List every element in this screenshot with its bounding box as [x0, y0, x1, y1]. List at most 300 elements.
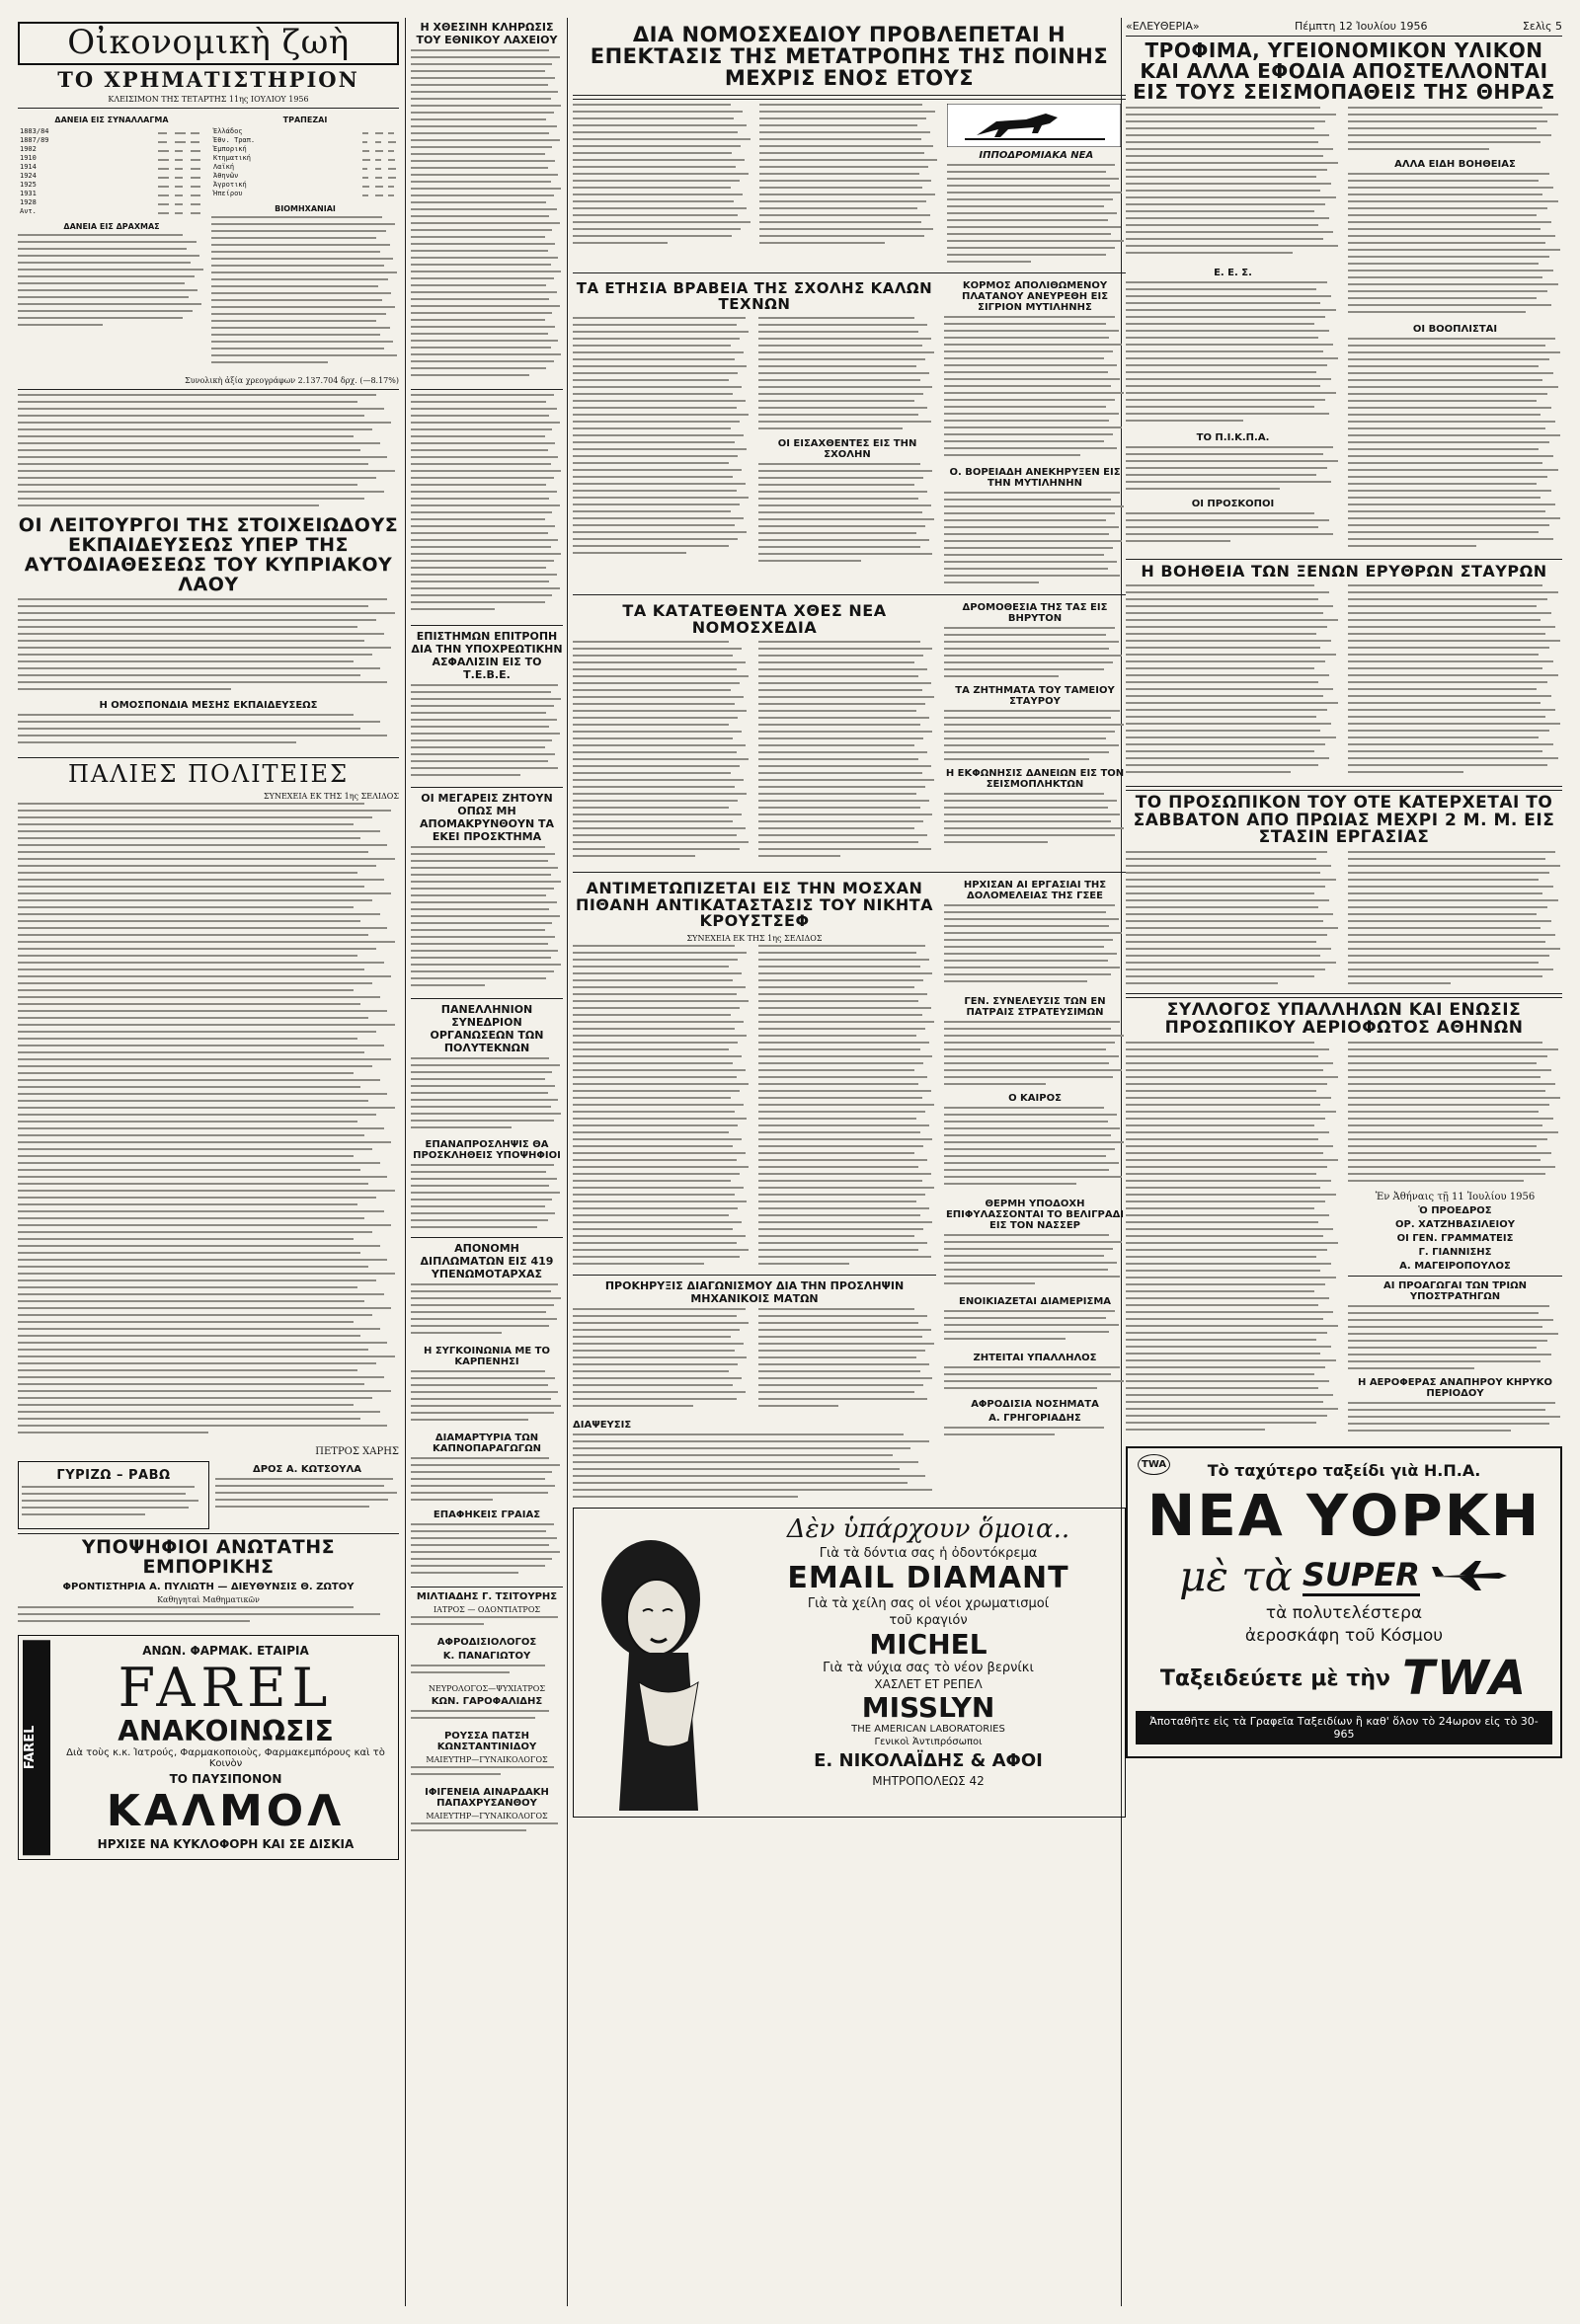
text-line [22, 1493, 186, 1495]
text-line [573, 807, 729, 809]
aid-head: ΑΛΛΑ ΕΙΔΗ ΒΟΗΘΕΙΑΣ [1394, 159, 1516, 170]
text-line [18, 324, 103, 326]
text-line [758, 1263, 849, 1265]
text-line [1126, 127, 1314, 129]
text-line [573, 1118, 747, 1120]
text-line [1126, 892, 1314, 894]
text-line [1348, 1340, 1547, 1342]
text-line [1348, 400, 1537, 402]
text-line [573, 744, 746, 746]
text-line [759, 200, 926, 202]
doctor-1-spec: ΙΑΤΡΟΣ — ΟΔΟΝΤΙΑΤΡΟΣ [433, 1605, 541, 1614]
text-line [758, 1138, 932, 1140]
text-line [573, 1398, 737, 1400]
text-line [573, 434, 744, 436]
text-line [759, 138, 920, 140]
text-line [211, 292, 391, 294]
text-line [573, 1055, 742, 1057]
column-divider [567, 18, 568, 2306]
row-label: 1902 [20, 145, 37, 154]
text-line [411, 532, 548, 534]
text-line [18, 837, 360, 839]
headline-thera-aid: ΤΡΟΦΙΜΑ, ΥΓΕΙΟΝΟΜΙΚΟΝ ΥΛΙΚΟΝ ΚΑΙ ΑΛΛΑ ΕΦΟΔΙΑ ΑΠΟΣΤΕΛΛΟΝΤΑΙ ΕΙΣ ΤΟΥΣ ΣΕΙΣΜΟΠΑΘΕΙΣ ΤΗΣ ΘΗΡΑΣ [1133, 39, 1555, 104]
text-lines [944, 1366, 1126, 1396]
text-line [411, 1283, 558, 1285]
text-line [18, 1252, 360, 1254]
text-line [18, 934, 368, 936]
row-label: Ἠπείρου [213, 190, 243, 198]
text-line [18, 1107, 395, 1109]
table-row [18, 198, 205, 207]
text-line [1126, 1242, 1338, 1244]
text-line [411, 587, 560, 589]
text-lines [944, 904, 1126, 993]
text-line [18, 667, 380, 669]
text-line [411, 1332, 502, 1334]
doctor-3-name: ΚΩΝ. ΓΑΡΟΦΑΛΙΔΗΣ [431, 1696, 543, 1707]
text-line [411, 553, 561, 555]
text-line [211, 341, 393, 343]
text-line [573, 427, 731, 429]
text-line [18, 1238, 354, 1240]
text-line [1126, 1283, 1325, 1285]
text-line [758, 1405, 838, 1407]
text-line [944, 433, 1113, 435]
brief-head-2: Η ΕΚΦΩΝΗΣΙΣ ΔΑΝΕΙΩΝ ΕΙΣ ΤΟΝ ΣΕΙΣΜΟΠΛΗΚΤΩΝ [945, 768, 1125, 791]
text-line [944, 1380, 1124, 1382]
text-line [944, 581, 1039, 583]
text-line [411, 705, 554, 707]
table-row [211, 190, 399, 198]
column-divider [405, 18, 406, 2306]
text-line [1126, 378, 1331, 380]
row-value-placeholder [173, 198, 190, 207]
text-line [18, 1349, 368, 1351]
brief-head-4: ΓΕΝ. ΣΥΝΕΛΕΥΣΙΣ ΤΩΝ ΕΝ ΠΑΤΡΑΙΣ ΣΤΡΑΤΕΥΣΙΜΩΝ [964, 995, 1106, 1018]
row-value-placeholder [360, 172, 373, 181]
text-line [411, 1665, 545, 1666]
text-line [215, 1492, 397, 1494]
text-line [1348, 899, 1558, 901]
text-line [18, 1369, 357, 1371]
text-line [411, 1325, 549, 1327]
text-line [411, 739, 552, 741]
text-line [573, 1104, 744, 1106]
text-lines [573, 1433, 936, 1503]
text-line [944, 385, 1111, 387]
text-line [573, 180, 740, 182]
text-lines [1348, 584, 1562, 782]
text-line [1126, 350, 1323, 352]
text-line [573, 1145, 733, 1147]
text-line [411, 719, 557, 721]
text-line [411, 901, 557, 903]
text-line [1126, 1214, 1329, 1216]
text-line [1126, 1422, 1316, 1424]
text-line [759, 159, 937, 161]
row-value-placeholder [360, 145, 373, 154]
text-line [944, 1148, 1115, 1150]
text-line [947, 171, 1106, 173]
text-line [1348, 1055, 1547, 1057]
text-line [944, 316, 1115, 318]
text-lines [18, 803, 399, 1444]
text-line [758, 1062, 923, 1064]
text-line [573, 1315, 737, 1317]
text-line [211, 271, 397, 273]
ad-twa [1126, 1446, 1562, 1758]
text-line [944, 1141, 1124, 1143]
text-line [1126, 1145, 1333, 1147]
text-line [1126, 1263, 1331, 1265]
text-line [411, 1377, 555, 1379]
text-line [758, 689, 922, 691]
text-line [411, 1623, 484, 1625]
text-line [573, 386, 742, 388]
text-line [758, 1384, 923, 1386]
text-line [944, 904, 1115, 906]
text-line [758, 1152, 914, 1154]
brief-head-0: ΔΡΟΜΟΘΕΣΙΑ ΤΗΣ ΤΑΣ ΕΙΣ ΒΗΡΥΤΟΝ [962, 602, 1108, 625]
text-line [411, 132, 549, 134]
masthead-date: Πέμπτη 12 Ἰουλίου 1956 [1295, 20, 1428, 33]
text-line [573, 1356, 747, 1358]
serial-author: ΠΕΤΡΟΣ ΧΑΡΗΣ [315, 1445, 399, 1457]
text-line [18, 989, 354, 991]
text-line [1348, 256, 1549, 258]
text-line [1126, 757, 1329, 759]
text-line [758, 539, 929, 541]
text-line [758, 724, 920, 726]
text-line [573, 104, 731, 106]
text-line [411, 118, 546, 120]
text-line [1348, 771, 1463, 773]
text-line [758, 841, 918, 843]
row-value-placeholder [360, 181, 373, 190]
text-line [1126, 238, 1323, 240]
text-line [1126, 681, 1318, 683]
text-line [573, 124, 747, 126]
text-line [758, 655, 923, 657]
text-line [758, 675, 918, 677]
text-line [1126, 134, 1329, 136]
text-line [18, 674, 360, 676]
text-line [947, 212, 1117, 214]
text-line [944, 918, 1119, 920]
text-line [944, 371, 1108, 373]
text-line [1126, 309, 1336, 311]
twa-city: ΝΕΑ ΥΟΡΚΗ [1146, 1482, 1541, 1550]
text-line [411, 312, 552, 314]
row-value-placeholder [156, 198, 173, 207]
text-line [573, 758, 749, 760]
doctor-1-name: ΜΙΛΤΙΑΔΗΣ Γ. ΤΣΙΤΟΥΡΗΣ [416, 1591, 558, 1602]
text-line [411, 1219, 548, 1221]
text-line [1348, 1048, 1558, 1050]
text-line [758, 1377, 932, 1379]
text-line [1126, 626, 1327, 628]
text-line [758, 793, 916, 795]
text-line [573, 1194, 735, 1196]
text-line [758, 779, 934, 781]
text-line [1126, 288, 1316, 290]
text-line [573, 1235, 746, 1237]
text-line [1348, 730, 1549, 732]
text-line [758, 1329, 931, 1331]
text-line [1126, 913, 1333, 915]
competition-head: ΠΡΟΚΗΡΥΞΙΣ ΔΙΑΓΩΝΙΣΜΟΥ ΔΙΑ ΤΗΝ ΠΡΟΣΛΗΨΙΝ ΜΗΧΑΝΙΚΟΙΣ ΜΑΤΩΝ [604, 1279, 905, 1306]
text-line [1126, 975, 1314, 977]
text-line [411, 1071, 552, 1073]
text-line [18, 619, 376, 621]
farel-vertical-logo: FAREL [23, 1640, 50, 1855]
text-line [1348, 1326, 1542, 1328]
text-line [1348, 517, 1560, 519]
text-line [1348, 242, 1545, 244]
headline-lottery: Η ΧΘΕΣΙΝΗ ΚΛΗΡΩΣΙΣ ΤΟΥ ΕΘΝΙΚΟΥ ΛΑΧΕΙΟΥ [416, 21, 558, 46]
text-line [944, 1387, 1097, 1389]
text-line [18, 470, 395, 472]
text-line [1126, 743, 1325, 745]
text-line [411, 298, 549, 300]
text-line [573, 1221, 742, 1223]
text-line [758, 1350, 925, 1352]
text-line [573, 200, 734, 202]
text-line [18, 927, 387, 929]
text-line [18, 660, 354, 662]
twa-desc-2: ἀεροσκάφη τοῦ Κόσμου [1244, 1625, 1444, 1646]
text-line [944, 323, 1106, 325]
text-line [1348, 1312, 1539, 1314]
loans-drachma-head: ΔΑΝΕΙΑ ΕΙΣ ΔΡΑΧΜΑΣ [63, 221, 160, 231]
text-line [573, 138, 750, 140]
text-line [944, 337, 1109, 339]
text-line [759, 104, 922, 106]
table-row [211, 145, 399, 154]
text-line [944, 350, 1113, 352]
text-line [18, 1058, 391, 1060]
text-line [18, 1024, 395, 1026]
text-line [573, 531, 747, 533]
headline-tobacco: ΔΙΑΜΑΡΤΥΡΙΑ ΤΩΝ ΚΑΠΝΟΠΑΡΑΓΩΓΩΝ [432, 1433, 542, 1454]
text-line [18, 721, 380, 723]
row-value-placeholder [360, 190, 373, 198]
text-line [1126, 519, 1329, 521]
text-line [573, 1489, 932, 1491]
text-line [411, 347, 551, 349]
text-line [944, 1427, 1104, 1429]
text-line [944, 1114, 1117, 1116]
text-line [944, 960, 1108, 962]
text-line [18, 422, 391, 424]
text-line [759, 221, 920, 223]
row-label: Ἀγροτική [213, 181, 247, 190]
text-line [1348, 524, 1549, 526]
text-line [1348, 975, 1542, 977]
text-line [573, 1329, 740, 1331]
text-line [947, 192, 1123, 194]
text-line [411, 201, 546, 203]
text-lines [758, 641, 936, 868]
text-line [1126, 968, 1325, 970]
row-value-placeholder [360, 154, 373, 163]
text-lines [411, 1665, 563, 1682]
text-line [411, 435, 545, 437]
text-line [758, 848, 931, 850]
text-line [1126, 1118, 1325, 1120]
text-line [944, 1076, 1113, 1078]
text-line [944, 499, 1111, 501]
text-line [573, 235, 732, 237]
text-line [18, 477, 376, 479]
text-line [1348, 127, 1537, 129]
text-line [759, 131, 929, 133]
text-line [1348, 497, 1540, 499]
text-line [411, 1078, 545, 1080]
fossil-head: ΚΟΡΜΟΣ ΑΠΟΛΙΘΩΜΕΝΟΥ ΠΛΑΤΑΝΟΥ ΑΝΕΥΡΕΘΗ ΕΙΣ ΣΙΓΡΙΟΝ ΜΥΤΙΛΗΝΗΣ [961, 280, 1109, 314]
text-line [758, 1235, 914, 1237]
text-line [1126, 488, 1280, 490]
text-line [944, 399, 1115, 401]
text-line [758, 966, 920, 968]
text-line [411, 139, 560, 141]
text-lines [18, 714, 399, 753]
text-line [944, 519, 1106, 521]
text-line [411, 608, 495, 610]
text-line [1126, 927, 1338, 929]
text-line [18, 1273, 395, 1275]
text-line [211, 334, 380, 336]
text-line [1126, 1290, 1314, 1292]
text-line [411, 236, 545, 238]
text-line [947, 164, 1115, 166]
text-line [18, 851, 368, 853]
row-value-placeholder [386, 172, 399, 181]
doctor-3-spec: ΝΕΥΡΟΛΟΓΟΣ—ΨΥΧΙΑΤΡΟΣ [428, 1684, 546, 1693]
text-line [944, 1255, 1104, 1257]
text-line [573, 242, 668, 244]
text-line [18, 1169, 360, 1171]
text-line [1126, 605, 1333, 607]
sig-chair-name: ΟΡ. ΧΑΤΖΗΒΑΣΙΛΕΙΟΥ [1395, 1219, 1515, 1231]
row-value-placeholder [173, 190, 190, 198]
text-line [1348, 920, 1551, 922]
text-line [1348, 681, 1547, 683]
text-lines [1126, 446, 1340, 496]
text-line [1126, 1346, 1331, 1348]
text-line [573, 1405, 693, 1407]
row-value-placeholder [373, 181, 386, 190]
text-line [18, 1010, 387, 1012]
text-line [573, 379, 729, 381]
text-line [1348, 351, 1560, 353]
text-line [411, 264, 551, 266]
text-line [1348, 1076, 1540, 1078]
text-lines [944, 793, 1126, 852]
text-line [944, 492, 1120, 494]
text-line [411, 1485, 555, 1487]
text-line [573, 1180, 731, 1182]
text-line [573, 648, 742, 650]
denial-head: ΔΙΑΨΕΥΣΙΣ [573, 1420, 632, 1432]
row-value-placeholder [373, 172, 386, 181]
text-line [18, 401, 357, 403]
text-line [944, 378, 1120, 380]
text-line [411, 1717, 535, 1719]
promotions-head: ΑΙ ΠΡΟΑΓΩΓΑΙ ΤΩΝ ΤΡΙΩΝ ΥΠΟΣΤΡΑΤΗΓΩΝ [1383, 1280, 1527, 1303]
text-line [1126, 1332, 1327, 1334]
text-line [573, 497, 749, 499]
text-line [944, 807, 1108, 809]
text-line [1348, 221, 1551, 223]
text-line [947, 185, 1110, 187]
text-line [1126, 176, 1316, 178]
text-line [573, 1350, 735, 1352]
text-line [411, 1544, 549, 1546]
text-line [411, 49, 549, 51]
text-line [1126, 674, 1329, 676]
text-line [573, 552, 686, 554]
text-line [18, 1404, 354, 1406]
text-line [1126, 344, 1333, 346]
ad-line-4: Γιὰ τὰ νύχια σας τὸ νέον βερνίκι [823, 1661, 1034, 1676]
row-value-placeholder [189, 181, 205, 190]
text-line [573, 407, 737, 409]
twa-badge: TWA [1138, 1454, 1170, 1475]
text-line [411, 1212, 555, 1214]
text-line [411, 326, 555, 328]
text-line [18, 948, 376, 950]
text-line [944, 939, 1113, 941]
box-doctor-title: ΔΡΟΣ Α. ΚΩΤΣΟΥΛΑ [252, 1463, 362, 1475]
text-lines [758, 317, 936, 435]
text-line [411, 1412, 554, 1414]
text-line [1126, 1304, 1318, 1306]
text-line [411, 698, 561, 700]
text-line [211, 285, 378, 287]
text-line [411, 222, 560, 224]
text-line [1126, 533, 1333, 535]
text-line [411, 1064, 560, 1066]
text-line [411, 56, 560, 58]
airplane-icon [1430, 1559, 1509, 1592]
text-line [18, 816, 372, 818]
text-line [944, 1433, 1055, 1435]
market-title: ΤΟ ΧΡΗΜΑΤΙΣΤΗΡΙΟΝ [57, 66, 359, 92]
doctor-4-spec: ΜΑΙΕΥΤΗΡ—ΓΥΝΑΙΚΟΛΟΓΟΣ [426, 1755, 548, 1764]
text-line [573, 1090, 740, 1092]
headline-diplomas: ΑΠΟΝΟΜΗ ΔΙΠΛΩΜΑΤΩΝ ΕΙΣ 419 ΥΠΕΝΩΜΟΤΑΡΧΑΣ [420, 1242, 554, 1280]
text-line [1348, 476, 1547, 478]
text-line [1348, 1111, 1539, 1113]
text-line [18, 1183, 368, 1185]
text-line [758, 1007, 931, 1009]
row-value-placeholder [173, 145, 190, 154]
text-line [944, 648, 1109, 650]
text-line [758, 1315, 927, 1317]
text-line [944, 751, 1109, 753]
text-line [411, 408, 557, 410]
text-line [1126, 453, 1323, 455]
text-line [411, 867, 558, 869]
text-line [1348, 304, 1551, 306]
text-line [411, 146, 552, 148]
text-line [944, 1021, 1120, 1023]
text-line [944, 1155, 1106, 1157]
text-line [1126, 598, 1318, 600]
text-line [758, 338, 931, 340]
text-line [1126, 723, 1331, 725]
